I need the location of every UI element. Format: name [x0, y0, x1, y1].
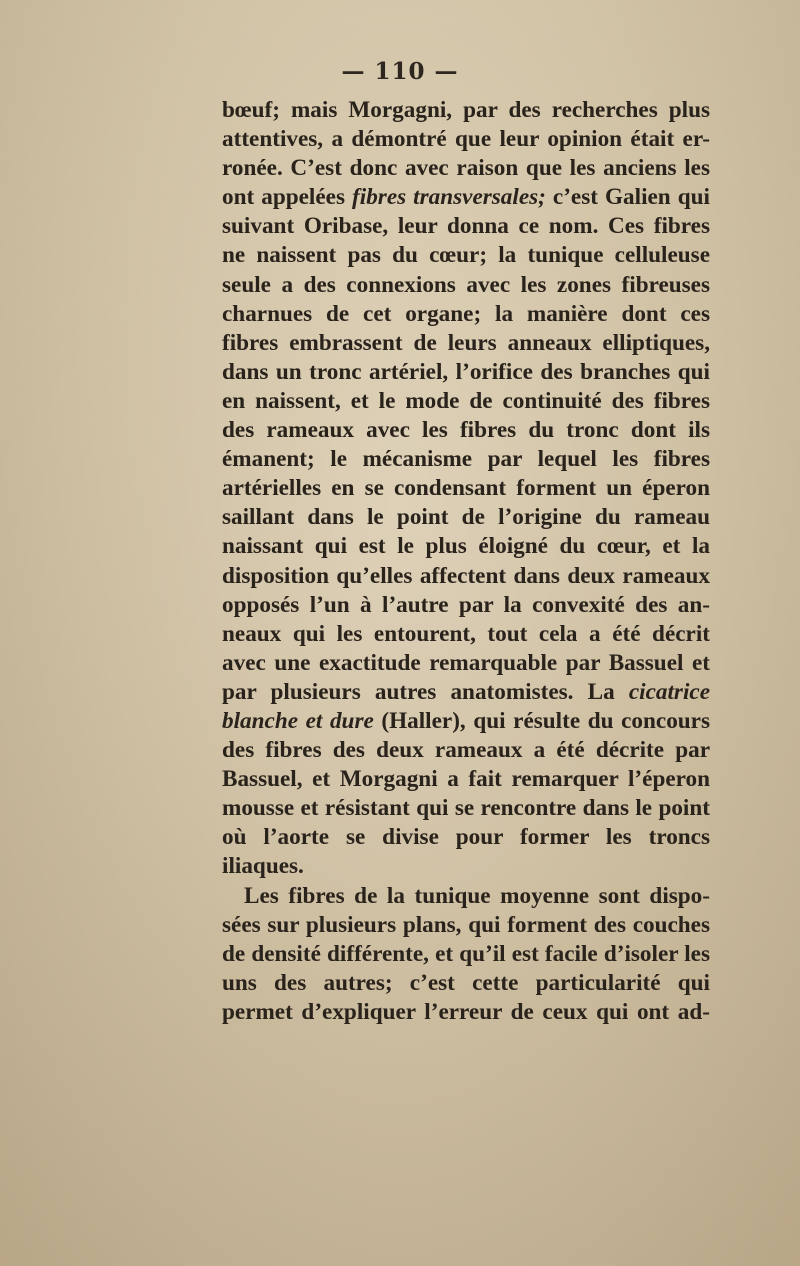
text-line: [222, 271, 710, 300]
text-segment: Les fibres de la tunique moyenne sont dispo-: [244, 882, 710, 909]
text-line: [222, 474, 710, 503]
text-line: [222, 329, 710, 358]
text-line: [222, 678, 710, 707]
text-line: [222, 620, 710, 649]
text-segment: attentives, a démontré que leur opinion était er-: [222, 126, 710, 153]
italic-text: blanche et dure: [222, 707, 374, 734]
text-line: [222, 882, 710, 911]
text-segment: c’est Galien qui: [545, 184, 710, 211]
text-segment: naissant qui est le plus éloigné du cœur, et la: [222, 533, 710, 560]
text-segment: neaux qui les entourent, tout cela a été décrit: [222, 620, 710, 647]
text-segment: ronée. C’est donc avec raison que les anciens les: [222, 155, 710, 182]
text-segment: ont appelées: [222, 184, 353, 211]
text-segment: émanent; le mécanisme par lequel les fibres: [222, 446, 710, 473]
text-segment: ne naissent pas du cœur; la tunique celluleuse: [222, 242, 710, 269]
text-line: [222, 969, 710, 998]
italic-text: cicatrice: [628, 678, 710, 705]
text-segment: dans un tronc artériel, l’orifice des branches qui: [222, 358, 710, 385]
text-segment: artérielles en se condensant forment un éperon: [222, 475, 710, 502]
text-line: [222, 212, 710, 241]
text-line: [222, 562, 710, 591]
text-segment: opposés l’un à l’autre par la convexité des an-: [222, 591, 710, 618]
text-segment: iliaques.: [222, 853, 304, 880]
text-segment: charnues de cet organe; la manière dont ces: [222, 300, 710, 327]
text-line: [222, 358, 710, 387]
text-segment: suivant Oribase, leur donna ce nom. Ces fibres: [222, 213, 710, 240]
text-line: [222, 852, 710, 881]
text-line: [222, 154, 710, 183]
text-line: [222, 649, 710, 678]
text-segment: permet d’expliquer l’erreur de ceux qui ont ad-: [222, 998, 710, 1025]
text-segment: uns des autres; c’est cette particularité qui: [222, 969, 710, 996]
text-segment: par plusieurs autres anatomistes. La: [222, 678, 629, 705]
body-text: [222, 96, 710, 1027]
text-line: [222, 591, 710, 620]
text-line: [222, 125, 710, 154]
text-line: [222, 911, 710, 940]
text-line: [222, 445, 710, 474]
text-line: [222, 503, 710, 532]
text-segment: mousse et résistant qui se rencontre dans le point: [222, 795, 710, 822]
text-segment: sées sur plusieurs plans, qui forment des couches: [222, 911, 710, 938]
text-line: [222, 823, 710, 852]
italic-text: fibres transversales;: [352, 184, 546, 211]
text-line: [222, 300, 710, 329]
text-line: [222, 241, 710, 270]
text-segment: (Haller), qui résulte du concours: [373, 707, 711, 734]
text-segment: des fibres des deux rameaux a été décrite par: [222, 737, 710, 764]
text-segment: seule a des connexions avec les zones fibreuses: [222, 271, 710, 298]
page-number: — 110 —: [341, 58, 459, 85]
text-line: [222, 736, 710, 765]
text-segment: disposition qu’elles affectent dans deux rameaux: [222, 562, 710, 589]
text-segment: saillant dans le point de l’origine du rameau: [222, 504, 710, 531]
text-segment: fibres embrassent de leurs anneaux elliptiques,: [222, 329, 710, 356]
text-segment: où l’aorte se divise pour former les troncs: [222, 824, 710, 851]
text-segment: Bassuel, et Morgagni a fait remarquer l’éperon: [222, 766, 710, 793]
text-line: [222, 765, 710, 794]
text-line: [222, 532, 710, 561]
text-line: [222, 387, 710, 416]
text-line: [222, 416, 710, 445]
text-line: [222, 96, 710, 125]
text-segment: avec une exactitude remarquable par Bassuel et: [222, 649, 710, 676]
text-line: [222, 794, 710, 823]
text-line: [222, 707, 710, 736]
text-segment: en naissent, et le mode de continuité des fibres: [222, 387, 710, 414]
text-segment: de densité différente, et qu’il est facile d’isoler les: [222, 940, 710, 967]
text-line: [222, 940, 710, 969]
text-segment: des rameaux avec les fibres du tronc dont ils: [222, 417, 710, 444]
text-line: [222, 998, 710, 1027]
text-segment: bœuf; mais Morgagni, par des recherches plus: [222, 97, 710, 123]
text-line: [222, 183, 710, 212]
